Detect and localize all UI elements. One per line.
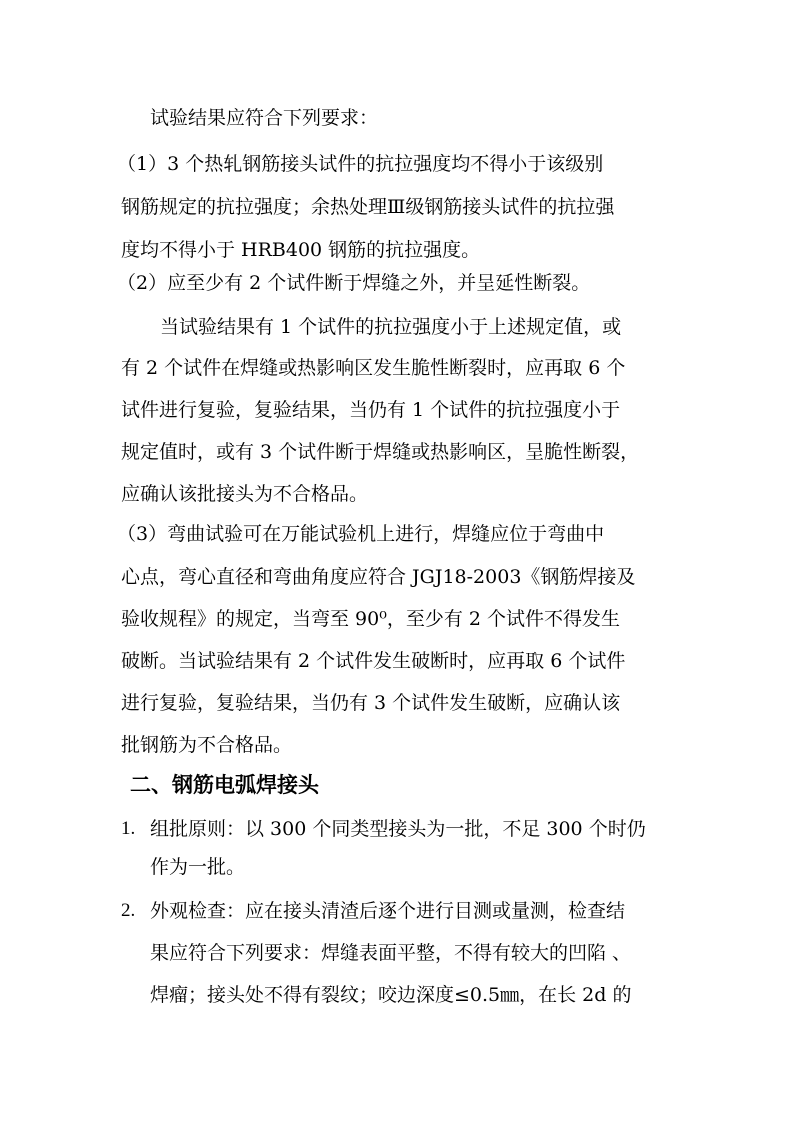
list-item-text: 作为一批。 [150,856,246,878]
paragraph-line: 规定值时，或有 3 个试件断于焊缝或热影响区，呈脆性断裂， [121,441,640,463]
paragraph-line: 批钢筋为不合格品。 [121,734,293,756]
paragraph-line: 应确认该批接头为不合格品。 [121,483,369,505]
paragraph-line: 度均不得小于 HRB400 钢筋的抗拉强度。 [121,239,481,261]
paragraph-line: 破断。当试验结果有 2 个试件发生破断时，应再取 6 个试件 [121,650,626,672]
paragraph-line: 钢筋规定的抗拉强度；余热处理Ⅲ级钢筋接头试件的抗拉强 [121,196,615,218]
section-heading: 二、钢筋电弧焊接头 [130,773,319,797]
paragraph-line: 进行复验，复验结果，当仍有 3 个试件发生破断，应确认该 [121,692,621,714]
list-item-text: 外观检查：应在接头清渣后逐个进行目测或量测，检查结 [150,900,626,922]
paragraph-line: 有 2 个试件在焊缝或热影响区发生脆性断裂时，应再取 6 个 [121,357,626,379]
paragraph-line: （1）3 个热轧钢筋接头试件的抗拉强度均不得小于该级别 [117,153,604,175]
list-number: 1. [121,818,136,839]
paragraph-line: 心点，弯心直径和弯曲角度应符合 JGJ18-2003《钢筋焊接及 [121,566,636,588]
paragraph-line: 验收规程》的规定，当弯至 90⁰，至少有 2 个试件不得发生 [121,608,621,630]
list-item-text: 焊瘤；接头处不得有裂纹；咬边深度≤0.5㎜，在长 2d 的 [150,984,632,1006]
paragraph-line: （2）应至少有 2 个试件断于焊缝之外，并呈延性断裂。 [117,272,591,294]
paragraph-line: 试件进行复验，复验结果，当仍有 1 个试件的抗拉强度小于 [121,399,621,421]
paragraph-line: 当试验结果有 1 个试件的抗拉强度小于上述规定值，或 [160,316,622,338]
list-item-text: 果应符合下列要求：焊缝表面平整，不得有较大的凹陷 、 [150,942,632,964]
list-number: 2. [121,900,136,921]
paragraph-line: （3）弯曲试验可在万能试验机上进行，焊缝应位于弯曲中 [117,523,605,545]
list-item-text: 组批原则：以 300 个同类型接头为一批，不足 300 个时仍 [150,818,646,840]
paragraph-line: 试验结果应符合下列要求： [150,107,379,129]
